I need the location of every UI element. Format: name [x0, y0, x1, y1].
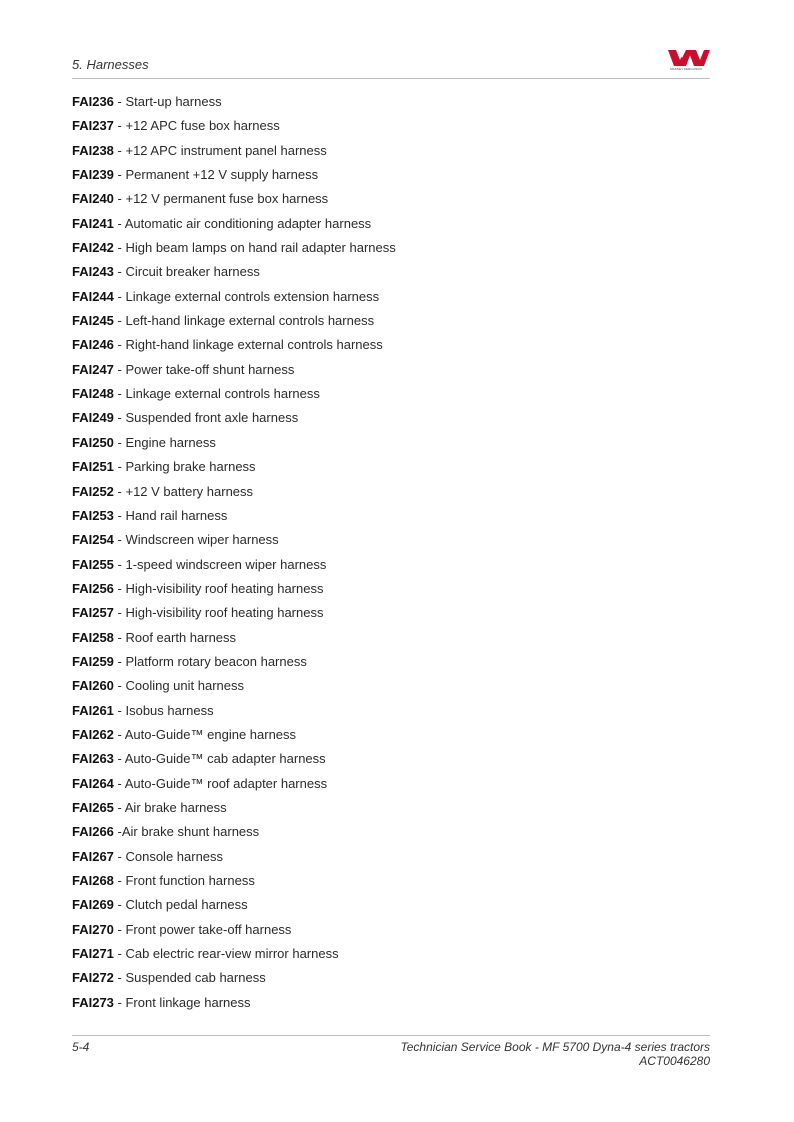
- harness-description: - Start-up harness: [113, 94, 222, 109]
- harness-description: - Front function harness: [113, 873, 255, 888]
- document-code: ACT0046280: [639, 1054, 710, 1068]
- harness-description: -Air brake shunt harness: [113, 824, 260, 840]
- harness-description: - Clutch pedal harness: [113, 897, 248, 913]
- harness-description: - Power take-off shunt harness: [113, 361, 295, 377]
- list-item: [72, 360, 702, 384]
- harness-description: - 1-speed windscreen wiper harness: [113, 556, 327, 572]
- harness-code: FAI250: [72, 434, 114, 450]
- harness-description: - Automatic air conditioning adapter harness: [113, 215, 372, 231]
- harness-description: - Permanent +12 V supply harness: [113, 167, 319, 183]
- page-header: [72, 52, 710, 79]
- list-item: [72, 993, 702, 1017]
- harness-code: FAI270: [72, 921, 114, 937]
- list-item: [72, 384, 702, 408]
- harness-description: - Linkage external controls harness: [113, 386, 320, 402]
- harness-code: FAI243: [72, 264, 114, 280]
- list-item: [72, 725, 702, 749]
- harness-code: FAI272: [72, 970, 114, 986]
- harness-code: FAI254: [72, 532, 114, 548]
- list-item: [72, 457, 702, 481]
- harness-description: - Circuit breaker harness: [113, 264, 260, 280]
- harness-code: FAI251: [72, 459, 114, 475]
- harness-list: [72, 92, 702, 1017]
- harness-code: FAI262: [72, 726, 114, 742]
- list-item: [72, 116, 702, 140]
- page-number: 5-4: [72, 1040, 90, 1054]
- harness-code: FAI238: [72, 142, 114, 158]
- harness-description: - Suspended cab harness: [113, 970, 266, 986]
- list-item: [72, 895, 702, 919]
- harness-description: - High-visibility roof heating harness: [113, 580, 324, 596]
- book-title: Technician Service Book - MF 5700 Dyna-4 series tractors: [400, 1040, 710, 1054]
- harness-description: - +12 APC fuse box harness: [113, 118, 280, 134]
- harness-description: - Linkage external controls extension harness: [113, 288, 380, 304]
- list-item: [72, 141, 702, 165]
- list-item: [72, 555, 702, 579]
- harness-code: FAI264: [72, 775, 114, 791]
- harness-code: FAI253: [72, 507, 114, 523]
- list-item: [72, 238, 702, 262]
- harness-description: - Auto-Guide™ cab adapter harness: [113, 751, 326, 767]
- list-item: [72, 944, 702, 968]
- harness-code: FAI257: [72, 605, 114, 621]
- harness-description: - Platform rotary beacon harness: [113, 653, 307, 669]
- footer-info: [401, 1040, 710, 1068]
- list-item: [72, 920, 702, 944]
- harness-description: - Cab electric rear-view mirror harness: [113, 946, 339, 962]
- harness-code: FAI241: [72, 215, 114, 231]
- harness-code: FAI245: [72, 313, 114, 329]
- list-item: [72, 287, 702, 311]
- harness-description: - Windscreen wiper harness: [113, 532, 279, 548]
- harness-code: FAI263: [72, 751, 114, 767]
- harness-description: - +12 V permanent fuse box harness: [113, 191, 329, 207]
- harness-description: - Front linkage harness: [113, 994, 251, 1010]
- logo-wordmark: MASSEY FERGUSON: [670, 67, 702, 71]
- harness-code: FAI266: [72, 824, 114, 840]
- list-item: [72, 530, 702, 554]
- harness-code: FAI260: [72, 678, 114, 694]
- list-item: [72, 408, 702, 432]
- harness-code: FAI236: [72, 94, 114, 109]
- harness-code: FAI242: [72, 240, 114, 256]
- harness-description: - High beam lamps on hand rail adapter harness: [113, 240, 396, 256]
- harness-code: FAI269: [72, 897, 114, 913]
- list-item: [72, 798, 702, 822]
- list-item: [72, 92, 702, 116]
- harness-code: FAI273: [72, 994, 114, 1010]
- harness-description: - +12 APC instrument panel harness: [113, 142, 327, 158]
- list-item: [72, 506, 702, 530]
- list-item: [72, 311, 702, 335]
- harness-code: FAI259: [72, 653, 114, 669]
- harness-code: FAI244: [72, 288, 114, 304]
- list-item: [72, 774, 702, 798]
- harness-description: - Auto-Guide™ engine harness: [113, 726, 297, 742]
- harness-code: FAI258: [72, 629, 114, 645]
- list-item: [72, 749, 702, 773]
- harness-code: FAI267: [72, 848, 114, 864]
- harness-description: - Left-hand linkage external controls harness: [113, 313, 375, 329]
- harness-code: FAI261: [72, 702, 114, 718]
- list-item: [72, 652, 702, 676]
- harness-code: FAI268: [72, 873, 114, 888]
- list-item: [72, 628, 702, 652]
- harness-description: - Engine harness: [113, 434, 216, 450]
- list-item: [72, 847, 702, 871]
- list-item: [72, 871, 702, 895]
- harness-code: FAI265: [72, 799, 114, 815]
- harness-description: - Suspended front axle harness: [113, 410, 299, 426]
- harness-description: - Auto-Guide™ roof adapter harness: [113, 775, 328, 791]
- harness-description: - Console harness: [113, 848, 224, 864]
- list-item: [72, 433, 702, 457]
- list-item: [72, 214, 702, 238]
- list-item: [72, 482, 702, 506]
- harness-description: - +12 V battery harness: [113, 483, 254, 499]
- harness-code: FAI246: [72, 337, 114, 353]
- list-item: [72, 701, 702, 725]
- harness-code: FAI252: [72, 483, 114, 499]
- harness-description: - Air brake harness: [113, 799, 227, 815]
- list-item: [72, 579, 702, 603]
- list-item: [72, 822, 702, 846]
- list-item: [72, 165, 702, 189]
- harness-description: - High-visibility roof heating harness: [113, 605, 324, 621]
- page-footer: [72, 1035, 710, 1068]
- harness-code: FAI256: [72, 580, 114, 596]
- harness-code: FAI249: [72, 410, 114, 426]
- section-title: 5. Harnesses: [72, 57, 149, 72]
- massey-ferguson-logo-icon: [662, 48, 710, 74]
- list-item: [72, 603, 702, 627]
- harness-description: - Isobus harness: [113, 702, 214, 718]
- harness-description: - Hand rail harness: [113, 507, 228, 523]
- list-item: [72, 262, 702, 286]
- harness-description: - Right-hand linkage external controls harness: [113, 337, 383, 353]
- harness-description: - Front power take-off harness: [113, 921, 292, 937]
- harness-code: FAI239: [72, 167, 114, 183]
- list-item: [72, 335, 702, 359]
- harness-code: FAI237: [72, 118, 114, 134]
- list-item: [72, 189, 702, 213]
- harness-code: FAI247: [72, 361, 114, 377]
- harness-description: - Roof earth harness: [113, 629, 237, 645]
- harness-code: FAI248: [72, 386, 114, 402]
- harness-code: FAI255: [72, 556, 114, 572]
- list-item: [72, 968, 702, 992]
- list-item: [72, 676, 702, 700]
- harness-code: FAI271: [72, 946, 114, 962]
- harness-code: FAI240: [72, 191, 114, 207]
- harness-description: - Parking brake harness: [113, 459, 256, 475]
- harness-description: - Cooling unit harness: [113, 678, 244, 694]
